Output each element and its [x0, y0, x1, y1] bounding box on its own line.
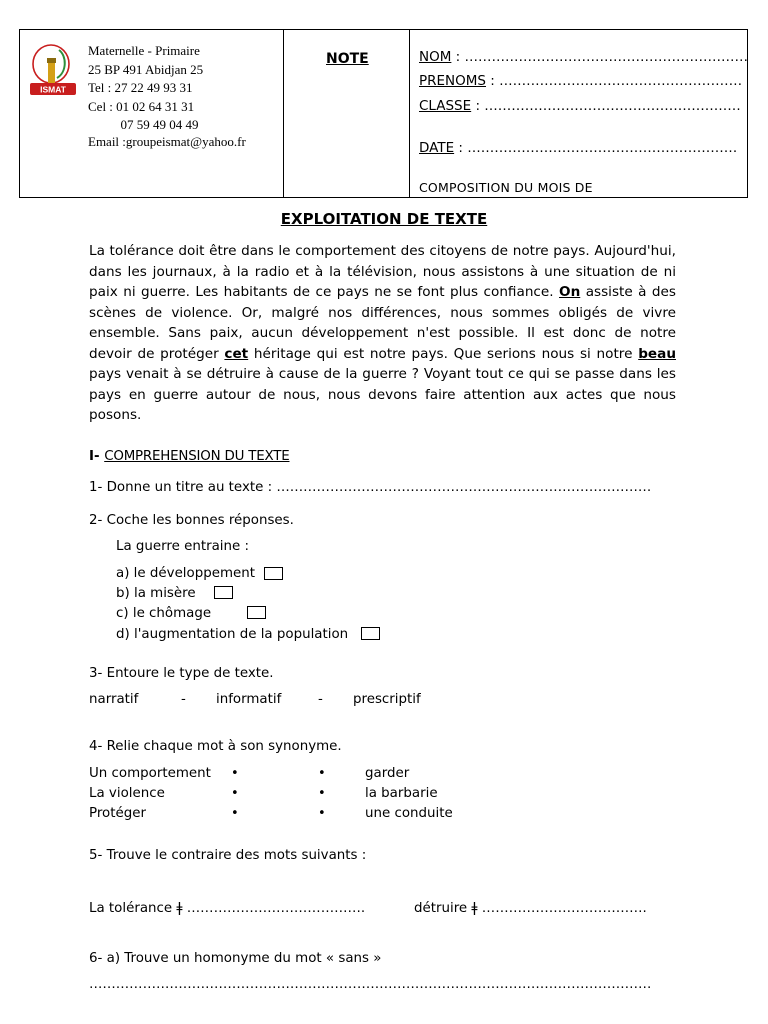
header-table: [19, 29, 748, 198]
text-type-prescriptif[interactable]: prescriptif: [353, 692, 421, 707]
question-1: 1- Donne un titre au texte : …………………………………………………………………………: [89, 480, 652, 495]
option-b: b) la misère: [116, 586, 196, 601]
passage-line: pays en guerre autour de nous, nous devons faire attention aux actes que nous: [89, 386, 676, 403]
column-divider: [283, 30, 284, 197]
school-cel-2: 07 59 49 04 49: [88, 117, 199, 132]
checkbox-d[interactable]: [361, 627, 380, 640]
school-logo: [29, 42, 77, 100]
match-left-item: La violence: [89, 786, 165, 801]
checkbox-a[interactable]: [264, 567, 283, 580]
field-classe[interactable]: [419, 98, 741, 114]
logo-text: ISMAT: [40, 84, 66, 95]
passage-line: scènes de violence. Or, malgré nos différences, nous sommes obligés de vivre: [89, 304, 676, 321]
reading-passage: [89, 241, 676, 426]
school-tel: Tel : 27 22 49 93 31: [88, 80, 193, 95]
text-type-informatif[interactable]: informatif: [216, 692, 282, 707]
page-title: EXPLOITATION DE TEXTE: [280, 210, 488, 228]
field-date[interactable]: [419, 140, 737, 156]
field-label: PRENOMS: [419, 73, 486, 89]
match-right-dot[interactable]: •: [318, 766, 326, 781]
school-level: Maternelle - Primaire: [88, 43, 200, 58]
emphasized-word: On: [559, 284, 581, 300]
option-c: c) le chômage: [116, 606, 212, 621]
school-cel: Cel : 01 02 64 31 31: [88, 99, 195, 114]
question-2-stem: La guerre entraine :: [116, 539, 250, 554]
passage-line: ensemble. Sans paix, aucun développement n'est possible. Il est donc de notre: [89, 325, 676, 341]
answer-line: ………………………………………………………………………………………………………………: [89, 977, 652, 992]
option-a: a) le développement: [116, 566, 255, 581]
passage-line: dans les journaux, à la radio et à la télévision, nous assistons à une situation de ni: [89, 263, 676, 280]
section-number: I-: [89, 449, 105, 464]
school-address: 25 BP 491 Abidjan 25: [88, 62, 204, 77]
field-dots: : ……………………………………………………: [454, 140, 738, 156]
match-left-item: Protéger: [89, 806, 146, 821]
text-type-separator: -: [181, 692, 186, 707]
note-label: NOTE: [326, 51, 369, 67]
match-right-dot[interactable]: •: [318, 786, 326, 801]
text-type-separator: -: [318, 692, 323, 707]
question-5-prompt: 5- Trouve le contraire des mots suivants :: [89, 848, 367, 863]
match-right-item: la barbarie: [365, 786, 438, 801]
field-dots: : …………………………………………………: [471, 98, 741, 114]
checkbox-b[interactable]: [214, 586, 233, 599]
field-label: CLASSE: [419, 98, 472, 114]
match-right-item: une conduite: [365, 806, 453, 821]
question-2-prompt: 2- Coche les bonnes réponses.: [89, 513, 294, 528]
field-nom[interactable]: [419, 49, 748, 65]
match-left-dot[interactable]: •: [231, 766, 239, 781]
text-type-narratif[interactable]: narratif: [89, 692, 139, 707]
field-prenoms[interactable]: [419, 73, 742, 89]
passage-line: devoir de protéger cet héritage qui est notre pays. Que serions nous si notre beau: [89, 345, 677, 362]
section-heading: [89, 449, 289, 464]
school-email: Email :groupeismat@yahoo.fr: [88, 134, 246, 149]
section-title: COMPREHENSION DU TEXTE: [104, 449, 290, 464]
match-left-dot[interactable]: •: [231, 806, 239, 821]
passage-line: pays venait à se détruire à cause de la guerre ? Voyant tout ce qui se passe dans les: [89, 366, 676, 382]
checkbox-c[interactable]: [247, 606, 266, 619]
passage-line: paix ni guerre. Les habitants de ce pays ne se font plus confiance. On assiste à des: [89, 284, 676, 300]
field-label: NOM: [419, 49, 452, 65]
option-d: d) l'augmentation de la population: [116, 627, 349, 642]
passage-line: posons.: [89, 407, 142, 423]
field-dots: : ………………………………………………………: [451, 49, 749, 65]
question-4-prompt: 4- Relie chaque mot à son synonyme.: [89, 739, 342, 754]
question-6-prompt: 6- a) Trouve un homonyme du mot « sans »: [89, 951, 382, 966]
passage-line: La tolérance doit être dans le comportement des citoyens de notre pays. Aujourd'hui,: [89, 243, 676, 259]
composition-label: COMPOSITION DU MOIS DE: [419, 180, 593, 195]
column-divider: [409, 30, 410, 197]
match-left-item: Un comportement: [89, 766, 211, 781]
opposite-detruire: détruire ǂ ……………………………….: [414, 901, 647, 916]
emphasized-word: beau: [638, 345, 677, 362]
match-right-item: garder: [365, 766, 410, 781]
field-dots: : ………………………………………………: [486, 73, 743, 89]
field-label: DATE: [419, 140, 455, 156]
opposite-tolerance: La tolérance ǂ ………………………………….: [89, 901, 366, 916]
emphasized-word: cet: [224, 345, 249, 362]
match-left-dot[interactable]: •: [231, 786, 239, 801]
question-3-prompt: 3- Entoure le type de texte.: [89, 666, 274, 681]
match-right-dot[interactable]: •: [318, 806, 326, 821]
